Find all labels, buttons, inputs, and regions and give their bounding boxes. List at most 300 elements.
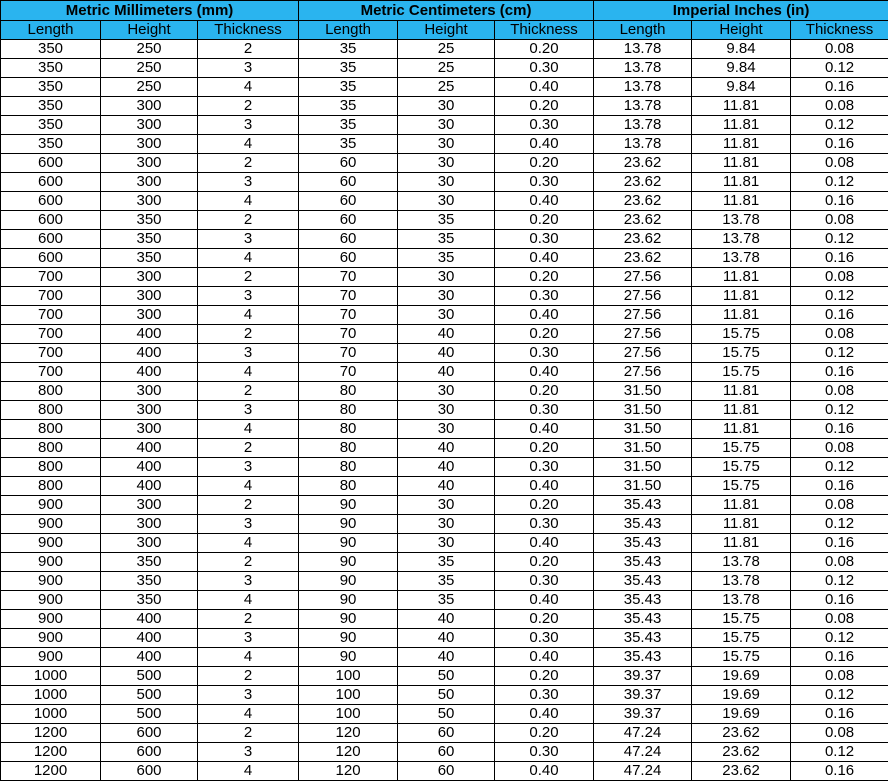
cell-cm-thickness: 0.20 bbox=[495, 211, 594, 230]
cell-mm-length: 900 bbox=[1, 515, 101, 534]
cell-mm-height: 300 bbox=[101, 306, 198, 325]
cell-mm-thickness: 2 bbox=[198, 211, 299, 230]
cell-cm-length: 100 bbox=[299, 667, 398, 686]
cell-cm-thickness: 0.40 bbox=[495, 192, 594, 211]
cell-in-thickness: 0.16 bbox=[791, 78, 888, 97]
cell-in-length: 39.37 bbox=[594, 705, 692, 724]
cell-mm-height: 250 bbox=[101, 59, 198, 78]
cell-mm-height: 300 bbox=[101, 135, 198, 154]
cell-mm-thickness: 4 bbox=[198, 420, 299, 439]
cell-cm-length: 90 bbox=[299, 572, 398, 591]
cell-in-height: 15.75 bbox=[692, 363, 791, 382]
table-row bbox=[1, 306, 888, 325]
cell-cm-height: 35 bbox=[398, 230, 495, 249]
cell-mm-thickness: 2 bbox=[198, 154, 299, 173]
cell-mm-height: 300 bbox=[101, 496, 198, 515]
cell-in-height: 23.62 bbox=[692, 724, 791, 743]
cell-cm-length: 90 bbox=[299, 629, 398, 648]
column-header-mm-height: Height bbox=[101, 21, 198, 40]
table-row bbox=[1, 287, 888, 306]
cell-mm-thickness: 3 bbox=[198, 59, 299, 78]
cell-cm-height: 30 bbox=[398, 401, 495, 420]
cell-mm-length: 600 bbox=[1, 211, 101, 230]
group-header-row bbox=[1, 1, 888, 21]
table-row bbox=[1, 762, 888, 781]
cell-in-thickness: 0.16 bbox=[791, 306, 888, 325]
table-row bbox=[1, 116, 888, 135]
cell-cm-thickness: 0.30 bbox=[495, 59, 594, 78]
table-row bbox=[1, 59, 888, 78]
cell-in-height: 11.81 bbox=[692, 382, 791, 401]
cell-cm-thickness: 0.30 bbox=[495, 458, 594, 477]
cell-cm-thickness: 0.40 bbox=[495, 477, 594, 496]
cell-in-height: 11.81 bbox=[692, 192, 791, 211]
cell-in-thickness: 0.12 bbox=[791, 401, 888, 420]
cell-mm-thickness: 4 bbox=[198, 477, 299, 496]
cell-in-length: 31.50 bbox=[594, 401, 692, 420]
cell-cm-length: 70 bbox=[299, 306, 398, 325]
group-header-millimeters: Metric Millimeters (mm) bbox=[1, 1, 299, 21]
cell-in-length: 35.43 bbox=[594, 572, 692, 591]
column-header-mm-thickness: Thickness bbox=[198, 21, 299, 40]
cell-in-thickness: 0.16 bbox=[791, 534, 888, 553]
cell-cm-thickness: 0.40 bbox=[495, 648, 594, 667]
cell-cm-thickness: 0.40 bbox=[495, 306, 594, 325]
cell-cm-length: 120 bbox=[299, 743, 398, 762]
cell-mm-thickness: 2 bbox=[198, 724, 299, 743]
cell-mm-thickness: 2 bbox=[198, 382, 299, 401]
cell-cm-thickness: 0.20 bbox=[495, 154, 594, 173]
cell-cm-thickness: 0.40 bbox=[495, 591, 594, 610]
cell-cm-length: 90 bbox=[299, 591, 398, 610]
cell-cm-height: 30 bbox=[398, 496, 495, 515]
cell-mm-height: 300 bbox=[101, 382, 198, 401]
cell-mm-thickness: 2 bbox=[198, 439, 299, 458]
cell-mm-height: 350 bbox=[101, 230, 198, 249]
cell-mm-length: 800 bbox=[1, 477, 101, 496]
cell-cm-length: 90 bbox=[299, 648, 398, 667]
cell-cm-height: 30 bbox=[398, 287, 495, 306]
cell-in-thickness: 0.16 bbox=[791, 762, 888, 781]
cell-cm-thickness: 0.20 bbox=[495, 40, 594, 59]
cell-mm-thickness: 3 bbox=[198, 515, 299, 534]
cell-cm-length: 35 bbox=[299, 59, 398, 78]
cell-mm-length: 1000 bbox=[1, 686, 101, 705]
cell-cm-height: 30 bbox=[398, 515, 495, 534]
table-row bbox=[1, 78, 888, 97]
cell-cm-thickness: 0.40 bbox=[495, 78, 594, 97]
table-row bbox=[1, 458, 888, 477]
cell-cm-height: 35 bbox=[398, 591, 495, 610]
cell-in-length: 35.43 bbox=[594, 648, 692, 667]
cell-in-length: 13.78 bbox=[594, 135, 692, 154]
cell-cm-thickness: 0.20 bbox=[495, 667, 594, 686]
cell-in-height: 19.69 bbox=[692, 667, 791, 686]
cell-mm-height: 400 bbox=[101, 610, 198, 629]
cell-in-height: 15.75 bbox=[692, 610, 791, 629]
cell-mm-thickness: 2 bbox=[198, 667, 299, 686]
cell-mm-length: 350 bbox=[1, 59, 101, 78]
cell-in-thickness: 0.16 bbox=[791, 363, 888, 382]
cell-cm-thickness: 0.40 bbox=[495, 420, 594, 439]
cell-mm-height: 350 bbox=[101, 572, 198, 591]
cell-cm-height: 30 bbox=[398, 306, 495, 325]
cell-cm-thickness: 0.40 bbox=[495, 534, 594, 553]
cell-cm-thickness: 0.30 bbox=[495, 173, 594, 192]
cell-mm-thickness: 4 bbox=[198, 78, 299, 97]
cell-cm-length: 60 bbox=[299, 211, 398, 230]
cell-cm-length: 80 bbox=[299, 439, 398, 458]
cell-mm-thickness: 3 bbox=[198, 287, 299, 306]
cell-cm-length: 60 bbox=[299, 230, 398, 249]
cell-cm-height: 35 bbox=[398, 249, 495, 268]
cell-in-height: 13.78 bbox=[692, 553, 791, 572]
cell-cm-thickness: 0.30 bbox=[495, 401, 594, 420]
cell-in-height: 23.62 bbox=[692, 743, 791, 762]
cell-cm-thickness: 0.30 bbox=[495, 629, 594, 648]
cell-mm-height: 400 bbox=[101, 325, 198, 344]
cell-in-height: 15.75 bbox=[692, 629, 791, 648]
cell-in-thickness: 0.08 bbox=[791, 97, 888, 116]
cell-mm-thickness: 2 bbox=[198, 496, 299, 515]
cell-mm-length: 800 bbox=[1, 401, 101, 420]
cell-cm-length: 60 bbox=[299, 192, 398, 211]
cell-in-length: 13.78 bbox=[594, 59, 692, 78]
cell-mm-thickness: 2 bbox=[198, 553, 299, 572]
cell-mm-height: 600 bbox=[101, 762, 198, 781]
cell-cm-height: 40 bbox=[398, 325, 495, 344]
cell-cm-height: 30 bbox=[398, 173, 495, 192]
cell-cm-length: 90 bbox=[299, 496, 398, 515]
cell-cm-thickness: 0.20 bbox=[495, 553, 594, 572]
column-header-mm-length: Length bbox=[1, 21, 101, 40]
cell-in-height: 9.84 bbox=[692, 78, 791, 97]
cell-in-length: 23.62 bbox=[594, 154, 692, 173]
cell-in-length: 47.24 bbox=[594, 724, 692, 743]
cell-cm-thickness: 0.20 bbox=[495, 325, 594, 344]
cell-cm-length: 80 bbox=[299, 458, 398, 477]
cell-cm-height: 50 bbox=[398, 667, 495, 686]
table-row bbox=[1, 648, 888, 667]
cell-mm-length: 800 bbox=[1, 382, 101, 401]
cell-in-length: 35.43 bbox=[594, 591, 692, 610]
cell-cm-thickness: 0.30 bbox=[495, 287, 594, 306]
cell-mm-height: 300 bbox=[101, 268, 198, 287]
cell-mm-thickness: 3 bbox=[198, 173, 299, 192]
cell-mm-height: 300 bbox=[101, 173, 198, 192]
table-row bbox=[1, 230, 888, 249]
cell-mm-length: 900 bbox=[1, 553, 101, 572]
cell-in-height: 11.81 bbox=[692, 135, 791, 154]
cell-in-thickness: 0.16 bbox=[791, 420, 888, 439]
cell-cm-height: 40 bbox=[398, 458, 495, 477]
cell-in-length: 35.43 bbox=[594, 534, 692, 553]
cell-cm-height: 30 bbox=[398, 154, 495, 173]
cell-in-thickness: 0.12 bbox=[791, 173, 888, 192]
cell-mm-length: 700 bbox=[1, 306, 101, 325]
cell-in-height: 13.78 bbox=[692, 230, 791, 249]
cell-cm-height: 40 bbox=[398, 629, 495, 648]
cell-mm-length: 900 bbox=[1, 648, 101, 667]
cell-mm-height: 350 bbox=[101, 591, 198, 610]
cell-in-thickness: 0.16 bbox=[791, 705, 888, 724]
cell-in-length: 47.24 bbox=[594, 743, 692, 762]
cell-mm-length: 700 bbox=[1, 268, 101, 287]
cell-cm-length: 90 bbox=[299, 553, 398, 572]
cell-in-thickness: 0.08 bbox=[791, 154, 888, 173]
cell-mm-length: 700 bbox=[1, 344, 101, 363]
cell-in-thickness: 0.16 bbox=[791, 591, 888, 610]
cell-cm-length: 90 bbox=[299, 610, 398, 629]
cell-in-length: 27.56 bbox=[594, 268, 692, 287]
cell-cm-height: 30 bbox=[398, 192, 495, 211]
cell-cm-length: 100 bbox=[299, 686, 398, 705]
cell-in-height: 15.75 bbox=[692, 458, 791, 477]
cell-in-height: 11.81 bbox=[692, 534, 791, 553]
cell-in-thickness: 0.08 bbox=[791, 439, 888, 458]
cell-in-height: 13.78 bbox=[692, 211, 791, 230]
cell-in-thickness: 0.08 bbox=[791, 610, 888, 629]
cell-mm-thickness: 3 bbox=[198, 686, 299, 705]
cell-mm-length: 900 bbox=[1, 534, 101, 553]
cell-in-height: 15.75 bbox=[692, 325, 791, 344]
cell-mm-thickness: 4 bbox=[198, 249, 299, 268]
cell-mm-height: 300 bbox=[101, 420, 198, 439]
table-row bbox=[1, 325, 888, 344]
cell-in-thickness: 0.08 bbox=[791, 211, 888, 230]
cell-in-height: 11.81 bbox=[692, 306, 791, 325]
cell-in-height: 13.78 bbox=[692, 572, 791, 591]
cell-mm-thickness: 3 bbox=[198, 230, 299, 249]
cell-in-length: 27.56 bbox=[594, 287, 692, 306]
cell-cm-length: 80 bbox=[299, 420, 398, 439]
cell-cm-height: 35 bbox=[398, 572, 495, 591]
cell-in-height: 15.75 bbox=[692, 477, 791, 496]
cell-mm-thickness: 4 bbox=[198, 648, 299, 667]
cell-in-thickness: 0.12 bbox=[791, 116, 888, 135]
cell-cm-height: 40 bbox=[398, 363, 495, 382]
cell-in-thickness: 0.12 bbox=[791, 743, 888, 762]
cell-mm-height: 400 bbox=[101, 344, 198, 363]
table-row bbox=[1, 268, 888, 287]
cell-in-height: 9.84 bbox=[692, 59, 791, 78]
cell-cm-length: 60 bbox=[299, 154, 398, 173]
cell-in-length: 13.78 bbox=[594, 78, 692, 97]
cell-in-thickness: 0.12 bbox=[791, 686, 888, 705]
cell-mm-length: 600 bbox=[1, 249, 101, 268]
table-row bbox=[1, 534, 888, 553]
cell-in-length: 31.50 bbox=[594, 439, 692, 458]
cell-in-height: 11.81 bbox=[692, 173, 791, 192]
cell-in-thickness: 0.08 bbox=[791, 667, 888, 686]
cell-in-thickness: 0.12 bbox=[791, 230, 888, 249]
cell-mm-length: 600 bbox=[1, 154, 101, 173]
cell-in-length: 27.56 bbox=[594, 325, 692, 344]
cell-mm-length: 800 bbox=[1, 439, 101, 458]
cell-mm-length: 1200 bbox=[1, 762, 101, 781]
table-row bbox=[1, 211, 888, 230]
cell-cm-length: 90 bbox=[299, 534, 398, 553]
cell-mm-height: 300 bbox=[101, 515, 198, 534]
cell-mm-thickness: 4 bbox=[198, 306, 299, 325]
cell-cm-length: 70 bbox=[299, 363, 398, 382]
cell-in-height: 15.75 bbox=[692, 648, 791, 667]
cell-in-height: 9.84 bbox=[692, 40, 791, 59]
cell-in-height: 19.69 bbox=[692, 686, 791, 705]
cell-in-height: 11.81 bbox=[692, 268, 791, 287]
cell-cm-length: 35 bbox=[299, 78, 398, 97]
cell-in-height: 11.81 bbox=[692, 496, 791, 515]
cell-cm-length: 60 bbox=[299, 173, 398, 192]
cell-in-height: 11.81 bbox=[692, 287, 791, 306]
cell-cm-height: 50 bbox=[398, 705, 495, 724]
cell-mm-height: 300 bbox=[101, 97, 198, 116]
cell-cm-thickness: 0.20 bbox=[495, 610, 594, 629]
cell-in-length: 35.43 bbox=[594, 553, 692, 572]
table-row bbox=[1, 477, 888, 496]
cell-in-length: 23.62 bbox=[594, 230, 692, 249]
cell-mm-thickness: 3 bbox=[198, 743, 299, 762]
cell-cm-length: 70 bbox=[299, 344, 398, 363]
cell-mm-length: 900 bbox=[1, 610, 101, 629]
cell-cm-thickness: 0.20 bbox=[495, 382, 594, 401]
cell-mm-length: 600 bbox=[1, 230, 101, 249]
cell-mm-thickness: 4 bbox=[198, 762, 299, 781]
cell-cm-height: 30 bbox=[398, 534, 495, 553]
cell-mm-height: 300 bbox=[101, 116, 198, 135]
cell-cm-height: 30 bbox=[398, 97, 495, 116]
cell-mm-height: 250 bbox=[101, 78, 198, 97]
cell-cm-length: 35 bbox=[299, 116, 398, 135]
cell-cm-height: 40 bbox=[398, 344, 495, 363]
cell-mm-thickness: 4 bbox=[198, 534, 299, 553]
cell-mm-height: 500 bbox=[101, 686, 198, 705]
cell-in-length: 13.78 bbox=[594, 97, 692, 116]
cell-mm-thickness: 3 bbox=[198, 116, 299, 135]
cell-in-height: 11.81 bbox=[692, 420, 791, 439]
cell-cm-thickness: 0.30 bbox=[495, 572, 594, 591]
cell-in-thickness: 0.12 bbox=[791, 344, 888, 363]
cell-cm-thickness: 0.20 bbox=[495, 268, 594, 287]
cell-cm-height: 60 bbox=[398, 762, 495, 781]
cell-cm-length: 70 bbox=[299, 325, 398, 344]
cell-in-thickness: 0.08 bbox=[791, 553, 888, 572]
cell-in-height: 13.78 bbox=[692, 249, 791, 268]
cell-cm-thickness: 0.30 bbox=[495, 686, 594, 705]
cell-in-length: 39.37 bbox=[594, 686, 692, 705]
cell-in-height: 11.81 bbox=[692, 116, 791, 135]
cell-mm-thickness: 2 bbox=[198, 97, 299, 116]
cell-mm-height: 400 bbox=[101, 477, 198, 496]
table-body bbox=[1, 40, 888, 781]
cell-mm-length: 900 bbox=[1, 572, 101, 591]
cell-in-height: 11.81 bbox=[692, 515, 791, 534]
cell-mm-length: 900 bbox=[1, 496, 101, 515]
table-row bbox=[1, 667, 888, 686]
cell-mm-height: 350 bbox=[101, 211, 198, 230]
cell-in-thickness: 0.08 bbox=[791, 496, 888, 515]
cell-mm-thickness: 2 bbox=[198, 268, 299, 287]
cell-in-length: 35.43 bbox=[594, 496, 692, 515]
cell-mm-thickness: 2 bbox=[198, 325, 299, 344]
cell-mm-length: 1200 bbox=[1, 743, 101, 762]
table-row bbox=[1, 382, 888, 401]
cell-cm-height: 60 bbox=[398, 743, 495, 762]
cell-mm-thickness: 3 bbox=[198, 629, 299, 648]
cell-in-thickness: 0.12 bbox=[791, 59, 888, 78]
cell-cm-thickness: 0.40 bbox=[495, 762, 594, 781]
cell-in-height: 15.75 bbox=[692, 344, 791, 363]
cell-cm-length: 35 bbox=[299, 97, 398, 116]
table-row bbox=[1, 420, 888, 439]
table-row bbox=[1, 173, 888, 192]
cell-mm-length: 350 bbox=[1, 40, 101, 59]
cell-mm-height: 300 bbox=[101, 287, 198, 306]
cell-in-height: 11.81 bbox=[692, 401, 791, 420]
cell-cm-thickness: 0.30 bbox=[495, 515, 594, 534]
cell-cm-height: 25 bbox=[398, 40, 495, 59]
table-row bbox=[1, 572, 888, 591]
table-row bbox=[1, 743, 888, 762]
column-header-in-thickness: Thickness bbox=[791, 21, 888, 40]
table-row bbox=[1, 154, 888, 173]
cell-mm-height: 300 bbox=[101, 154, 198, 173]
cell-in-length: 27.56 bbox=[594, 306, 692, 325]
cell-cm-thickness: 0.30 bbox=[495, 344, 594, 363]
cell-mm-length: 900 bbox=[1, 591, 101, 610]
cell-cm-length: 80 bbox=[299, 382, 398, 401]
cell-cm-thickness: 0.20 bbox=[495, 496, 594, 515]
cell-cm-length: 70 bbox=[299, 268, 398, 287]
cell-cm-height: 25 bbox=[398, 59, 495, 78]
cell-cm-height: 35 bbox=[398, 553, 495, 572]
table-row bbox=[1, 439, 888, 458]
cell-mm-height: 400 bbox=[101, 629, 198, 648]
table-row bbox=[1, 192, 888, 211]
cell-in-thickness: 0.16 bbox=[791, 648, 888, 667]
cell-in-length: 23.62 bbox=[594, 249, 692, 268]
cell-cm-height: 40 bbox=[398, 610, 495, 629]
cell-cm-thickness: 0.40 bbox=[495, 705, 594, 724]
cell-mm-height: 500 bbox=[101, 705, 198, 724]
cell-in-thickness: 0.08 bbox=[791, 268, 888, 287]
table-row bbox=[1, 40, 888, 59]
cell-in-thickness: 0.08 bbox=[791, 382, 888, 401]
cell-in-length: 47.24 bbox=[594, 762, 692, 781]
cell-in-thickness: 0.16 bbox=[791, 477, 888, 496]
cell-mm-height: 400 bbox=[101, 458, 198, 477]
cell-mm-thickness: 3 bbox=[198, 458, 299, 477]
column-header-cm-thickness: Thickness bbox=[495, 21, 594, 40]
cell-cm-thickness: 0.20 bbox=[495, 97, 594, 116]
cell-in-length: 27.56 bbox=[594, 344, 692, 363]
cell-mm-height: 250 bbox=[101, 40, 198, 59]
cell-mm-height: 600 bbox=[101, 743, 198, 762]
column-header-cm-length: Length bbox=[299, 21, 398, 40]
cell-cm-height: 25 bbox=[398, 78, 495, 97]
table-row bbox=[1, 97, 888, 116]
cell-in-thickness: 0.16 bbox=[791, 249, 888, 268]
table-row bbox=[1, 496, 888, 515]
group-header-inches: Imperial Inches (in) bbox=[594, 1, 888, 21]
cell-mm-height: 400 bbox=[101, 363, 198, 382]
cell-mm-length: 1000 bbox=[1, 667, 101, 686]
cell-mm-height: 300 bbox=[101, 534, 198, 553]
cell-in-length: 13.78 bbox=[594, 40, 692, 59]
cell-cm-thickness: 0.30 bbox=[495, 116, 594, 135]
cell-mm-length: 600 bbox=[1, 173, 101, 192]
cell-mm-thickness: 3 bbox=[198, 401, 299, 420]
